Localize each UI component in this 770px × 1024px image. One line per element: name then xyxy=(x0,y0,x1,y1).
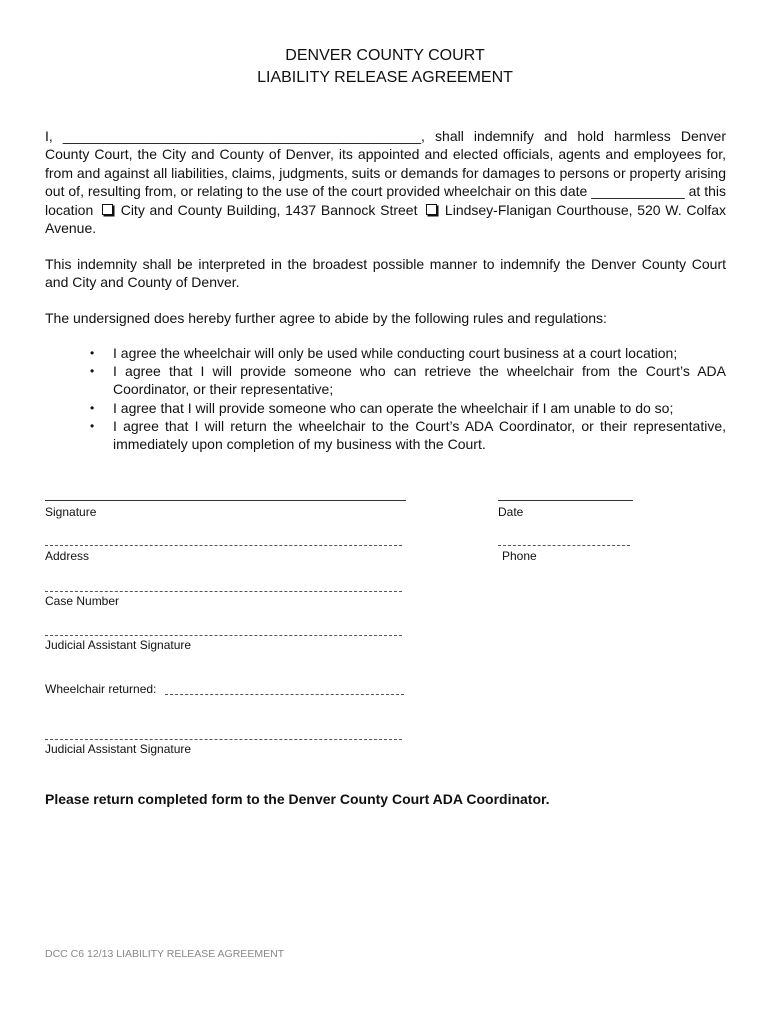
judicial-signature-label-2: Judicial Assistant Signature xyxy=(45,742,192,756)
rules-intro-paragraph: The undersigned does hereby further agree to abide by the following rules and regulations: xyxy=(45,310,607,326)
phone-label: Phone xyxy=(502,549,537,563)
list-item: • I agree that I will provide someone who can retrieve the wheelchair from the Court’s ADA Coordinator, or their representative; xyxy=(90,363,726,398)
checkbox-city-county-building[interactable] xyxy=(102,204,113,215)
indemnity-text: I, ______________________________________________, shall indemnify and hold harmless Denver County Court, the City and County of Denver, its appointed and elected officials, agents and employees for, from and against all liabilities, claims, judgments, suits or demands for damages to persons or property arising out of, resulting from, or relating to the use of the court provided wheelchair on this date ____________ at this location xyxy=(45,128,726,218)
case-number-label: Case Number xyxy=(45,594,120,608)
date-label: Date xyxy=(498,505,524,519)
checkbox-lindsey-flanigan[interactable] xyxy=(426,204,437,215)
bullet-icon: • xyxy=(90,418,95,433)
signature-label: Signature xyxy=(45,505,97,519)
form-footer: DCC C6 12/13 LIABILITY RELEASE AGREEMENT xyxy=(45,948,285,960)
wheelchair-returned-label: Wheelchair returned: xyxy=(45,682,157,696)
judicial-signature-line-2[interactable] xyxy=(45,739,402,740)
location-option-lindsey-flanigan: Lindsey-Flanigan Courthouse, 520 W. Colfax Avenue. xyxy=(45,201,727,237)
address-label: Address xyxy=(45,549,90,563)
list-item: • I agree the wheelchair will only be used while conducting court business at a court location; xyxy=(90,345,678,361)
phone-line[interactable] xyxy=(498,545,630,546)
list-item: • I agree that I will provide someone who can operate the wheelchair if I am unable to do so; xyxy=(90,399,674,416)
rules-list xyxy=(45,344,726,453)
indemnity-paragraph xyxy=(45,127,726,237)
address-line[interactable] xyxy=(45,545,402,546)
court-name-heading: DENVER COUNTY COURT xyxy=(285,47,485,64)
bullet-icon: • xyxy=(90,346,95,360)
bullet-icon: • xyxy=(90,400,95,415)
date-line[interactable] xyxy=(498,500,633,501)
interpretation-paragraph: This indemnity shall be interpreted in the broadest possible manner to indemnify the Denver County Court and City and County of Denver. xyxy=(45,256,726,291)
location-option-city-county-building: City and County Building, 1437 Bannock Street xyxy=(120,201,418,218)
judicial-signature-line-1[interactable] xyxy=(45,635,402,636)
list-item: • I agree that I will return the wheelchair to the Court’s ADA Coordinator, or their representative, immediately upon completion of my business with the Court. xyxy=(90,417,726,453)
return-instructions: Please return completed form to the Denver County Court ADA Coordinator. xyxy=(45,791,550,807)
judicial-signature-label-1: Judicial Assistant Signature xyxy=(45,638,192,652)
document-title: LIABILITY RELEASE AGREEMENT xyxy=(257,69,513,86)
bullet-icon: • xyxy=(90,364,95,379)
signature-line[interactable] xyxy=(45,500,406,501)
case-number-line[interactable] xyxy=(45,591,402,592)
wheelchair-returned-line[interactable] xyxy=(165,694,404,695)
